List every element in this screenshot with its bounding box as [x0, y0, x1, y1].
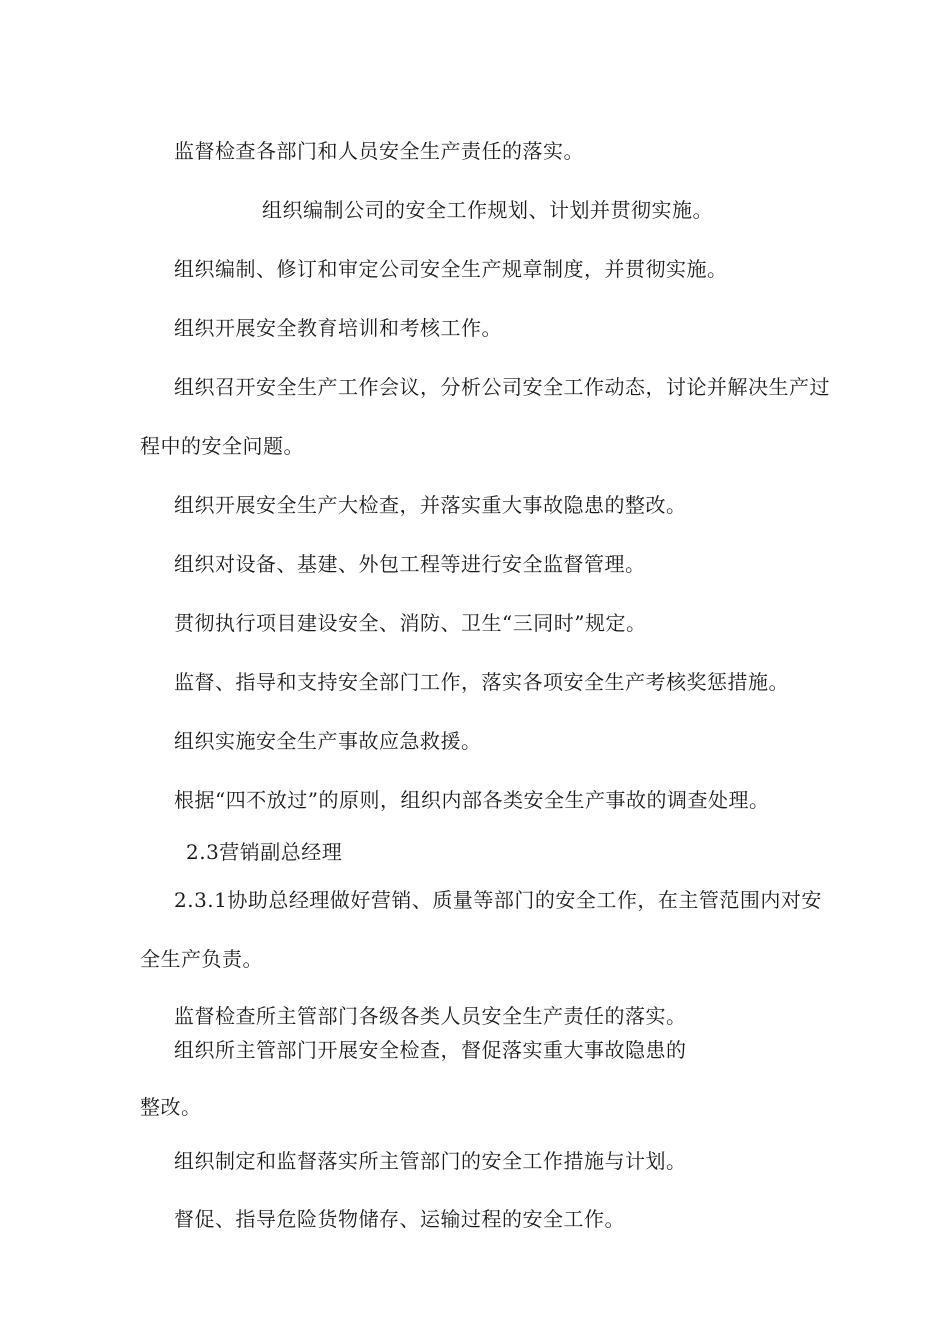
paragraph-line: 组织召开安全生产工作会议，分析公司安全工作动态，讨论并解决生产过 [174, 375, 830, 399]
paragraph-line: 督促、指导危险货物储存、运输过程的安全工作。 [174, 1207, 625, 1231]
paragraph-line: 组织所主管部门开展安全检查，督促落实重大事故隐患的 [174, 1038, 687, 1062]
paragraph-line: 整改。 [140, 1095, 202, 1119]
paragraph-line: 组织实施安全生产事故应急救援。 [174, 729, 482, 753]
paragraph-line: 组织编制、修订和审定公司安全生产规章制度，并贯彻实施。 [174, 257, 728, 281]
paragraph-line: 贯彻执行项目建设安全、消防、卫生“三同时”规定。 [174, 611, 647, 635]
section-heading: 2.3营销副总经理 [186, 840, 343, 864]
paragraph-line: 2.3.1协助总经理做好营销、质量等部门的安全工作，在主管范围内对安 [174, 888, 822, 912]
paragraph-line: 监督检查所主管部门各级各类人员安全生产责任的落实。 [174, 1004, 687, 1028]
paragraph-line: 全生产负责。 [140, 947, 263, 971]
paragraph-line: 组织对设备、基建、外包工程等进行安全监督管理。 [174, 552, 646, 576]
paragraph-line: 根据“四不放过”的原则，组织内部各类安全生产事故的调查处理。 [174, 788, 770, 812]
paragraph-line: 组织开展安全生产大检查，并落实重大事故隐患的整改。 [174, 493, 687, 517]
paragraph-line: 组织制定和监督落实所主管部门的安全工作措施与计划。 [174, 1149, 687, 1173]
paragraph-line: 组织开展安全教育培训和考核工作。 [174, 316, 502, 340]
paragraph-line: 监督检查各部门和人员安全生产责任的落实。 [174, 139, 584, 163]
paragraph-line: 组织编制公司的安全工作规划、计划并贯彻实施。 [262, 198, 713, 222]
paragraph-line: 监督、指导和支持安全部门工作，落实各项安全生产考核奖惩措施。 [174, 670, 789, 694]
paragraph-line: 程中的安全问题。 [140, 434, 304, 458]
